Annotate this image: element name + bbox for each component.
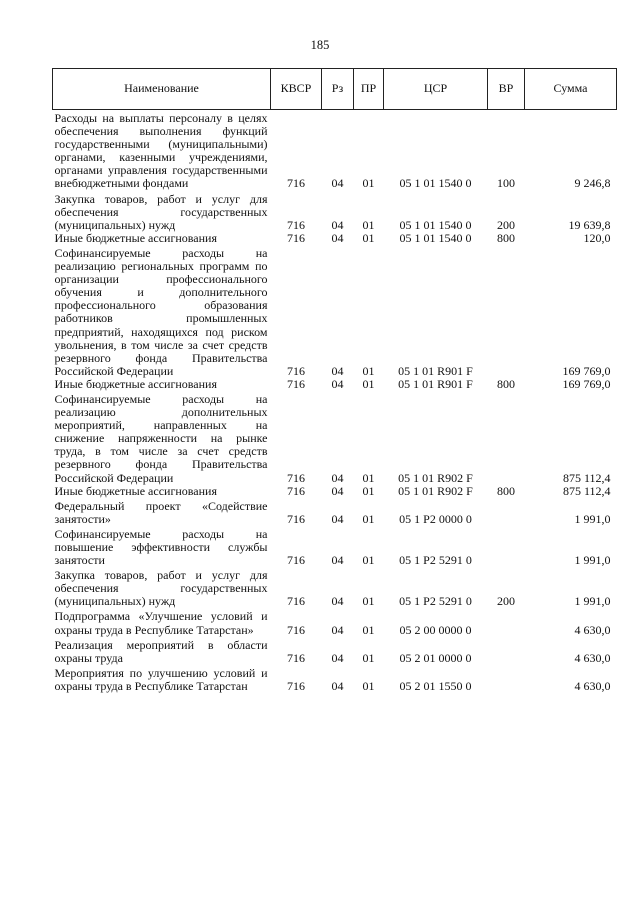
row-kvsr: 716 [287, 622, 305, 637]
table-row [53, 608, 617, 636]
header-name: Наименование [53, 69, 271, 110]
row-pr: 01 [362, 470, 375, 485]
row-vr: 100 [497, 176, 515, 191]
row-pr: 01 [362, 376, 375, 391]
row-csr: 05 1 P2 5291 0 [399, 553, 472, 568]
row-pr: 01 [362, 553, 375, 568]
row-sum: 9 246,8 [574, 176, 611, 191]
row-kvsr: 716 [287, 176, 305, 191]
row-name: Федеральный проект «Содействие занятости» [54, 498, 268, 526]
row-csr: 05 1 01 R901 F [398, 363, 473, 378]
row-sum: 1 991,0 [574, 511, 611, 526]
row-kvsr: 716 [287, 553, 305, 568]
row-vr [488, 245, 525, 378]
row-kvsr: 716 [287, 650, 305, 665]
row-csr: 05 1 P2 5291 0 [399, 594, 472, 609]
row-csr: 05 1 01 R902 F [398, 483, 473, 498]
row-csr: 05 2 01 0000 0 [399, 650, 472, 665]
row-kvsr: 716 [287, 594, 305, 609]
row-csr: 05 2 01 1550 0 [399, 678, 472, 693]
row-pr: 01 [362, 511, 375, 526]
row-sum: 875 112,4 [562, 470, 611, 485]
row-sum: 19 639,8 [568, 217, 611, 232]
row-vr [488, 526, 525, 567]
row-name: Расходы на выплаты персоналу в целях обеспечения выполнения функций государственными (муниципальными) органами, казенными учреждениями, органами управления государственными внебюджетными фондами [54, 111, 268, 191]
table-row [53, 378, 617, 391]
row-csr: 05 1 01 R902 F [398, 470, 473, 485]
row-rz: 04 [331, 511, 344, 526]
table-row [53, 526, 617, 567]
row-name: Реализация мероприятий в области охраны труда [54, 637, 268, 665]
row-rz: 04 [331, 622, 344, 637]
row-sum: 1 991,0 [574, 594, 611, 609]
row-rz: 04 [331, 650, 344, 665]
row-vr [488, 665, 525, 693]
row-vr: 800 [497, 230, 515, 245]
row-name: Софинансируемые расходы на повышение эффективности службы занятости [54, 526, 268, 568]
header-csr: ЦСР [384, 69, 488, 110]
row-name: Мероприятия по улучшению условий и охраны труда в Республике Татарстан [54, 665, 268, 693]
header-pr: ПР [354, 69, 384, 110]
row-kvsr: 716 [287, 363, 305, 378]
table-row [53, 391, 617, 485]
row-rz: 04 [331, 483, 344, 498]
row-sum: 875 112,4 [562, 483, 611, 498]
row-csr: 05 2 00 0000 0 [399, 622, 472, 637]
row-sum: 169 769,0 [562, 376, 611, 391]
header-rz: Рз [322, 69, 354, 110]
row-rz: 04 [331, 363, 344, 378]
row-pr: 01 [362, 363, 375, 378]
row-pr: 01 [362, 217, 375, 232]
row-rz: 04 [331, 176, 344, 191]
row-sum: 120,0 [583, 230, 611, 245]
row-rz: 04 [331, 470, 344, 485]
row-kvsr: 716 [287, 483, 305, 498]
row-sum: 4 630,0 [574, 650, 611, 665]
table-row [53, 665, 617, 693]
table-row [53, 232, 617, 245]
table-row [53, 637, 617, 665]
row-pr: 01 [362, 483, 375, 498]
row-rz: 04 [331, 553, 344, 568]
table-row [53, 245, 617, 378]
row-name: Закупка товаров, работ и услуг для обеспечения государственных (муниципальных) нужд [54, 191, 268, 232]
table-header-row [53, 69, 617, 110]
budget-table [52, 68, 617, 693]
row-kvsr: 716 [287, 678, 305, 693]
row-rz: 04 [331, 376, 344, 391]
row-name: Иные бюджетные ассигнования [54, 483, 217, 498]
row-sum: 4 630,0 [574, 678, 611, 693]
row-kvsr: 716 [287, 470, 305, 485]
row-pr: 01 [362, 678, 375, 693]
row-csr: 05 1 P2 0000 0 [399, 511, 472, 526]
table-row [53, 191, 617, 232]
row-rz: 04 [331, 678, 344, 693]
row-vr: 200 [497, 217, 515, 232]
row-csr: 05 1 01 1540 0 [399, 230, 472, 245]
header-kvsr: КВСР [271, 69, 322, 110]
row-csr: 05 1 01 1540 0 [399, 217, 472, 232]
row-name: Подпрограмма «Улучшение условий и охраны труда в Республике Татарстан» [54, 609, 268, 637]
row-kvsr: 716 [287, 217, 305, 232]
row-vr [488, 391, 525, 485]
row-name: Софинансируемые расходы на реализацию дополнительных мероприятий, направленных на снижение напряженности на рынке труда, в том числе за счет средств резервного фонда Правительства Российской Федерации [54, 391, 268, 485]
header-vr: ВР [488, 69, 525, 110]
row-rz: 04 [331, 217, 344, 232]
row-sum: 169 769,0 [562, 363, 611, 378]
row-kvsr: 716 [287, 511, 305, 526]
row-vr: 800 [497, 376, 515, 391]
row-kvsr: 716 [287, 230, 305, 245]
row-sum: 4 630,0 [574, 622, 611, 637]
row-name: Софинансируемые расходы на реализацию региональных программ по организации профессионального обучения и дополнительного профессионального образования работников промышленных предприятий, находящихся под риском увольнения, в том числе за счет средств резервного фонда Правительства Российской Федерации [54, 245, 268, 378]
row-pr: 01 [362, 650, 375, 665]
row-rz: 04 [331, 594, 344, 609]
header-sum: Сумма [525, 69, 617, 110]
page-number: 185 [310, 38, 330, 52]
table-row [53, 498, 617, 526]
row-rz: 04 [331, 230, 344, 245]
row-vr [488, 608, 525, 636]
row-vr: 800 [497, 483, 515, 498]
row-vr [488, 637, 525, 665]
row-kvsr: 716 [287, 376, 305, 391]
row-pr: 01 [362, 594, 375, 609]
table-row [53, 110, 617, 191]
row-pr: 01 [362, 176, 375, 191]
row-vr [488, 498, 525, 526]
row-csr: 05 1 01 1540 0 [399, 176, 472, 191]
row-name: Иные бюджетные ассигнования [54, 230, 217, 245]
row-name: Закупка товаров, работ и услуг для обеспечения государственных (муниципальных) нужд [54, 568, 268, 609]
row-name: Иные бюджетные ассигнования [54, 376, 217, 391]
table-row [53, 567, 617, 608]
table-row [53, 485, 617, 498]
row-sum: 1 991,0 [574, 553, 611, 568]
row-csr: 05 1 01 R901 F [398, 376, 473, 391]
row-vr: 200 [497, 594, 515, 609]
row-pr: 01 [362, 230, 375, 245]
row-pr: 01 [362, 622, 375, 637]
